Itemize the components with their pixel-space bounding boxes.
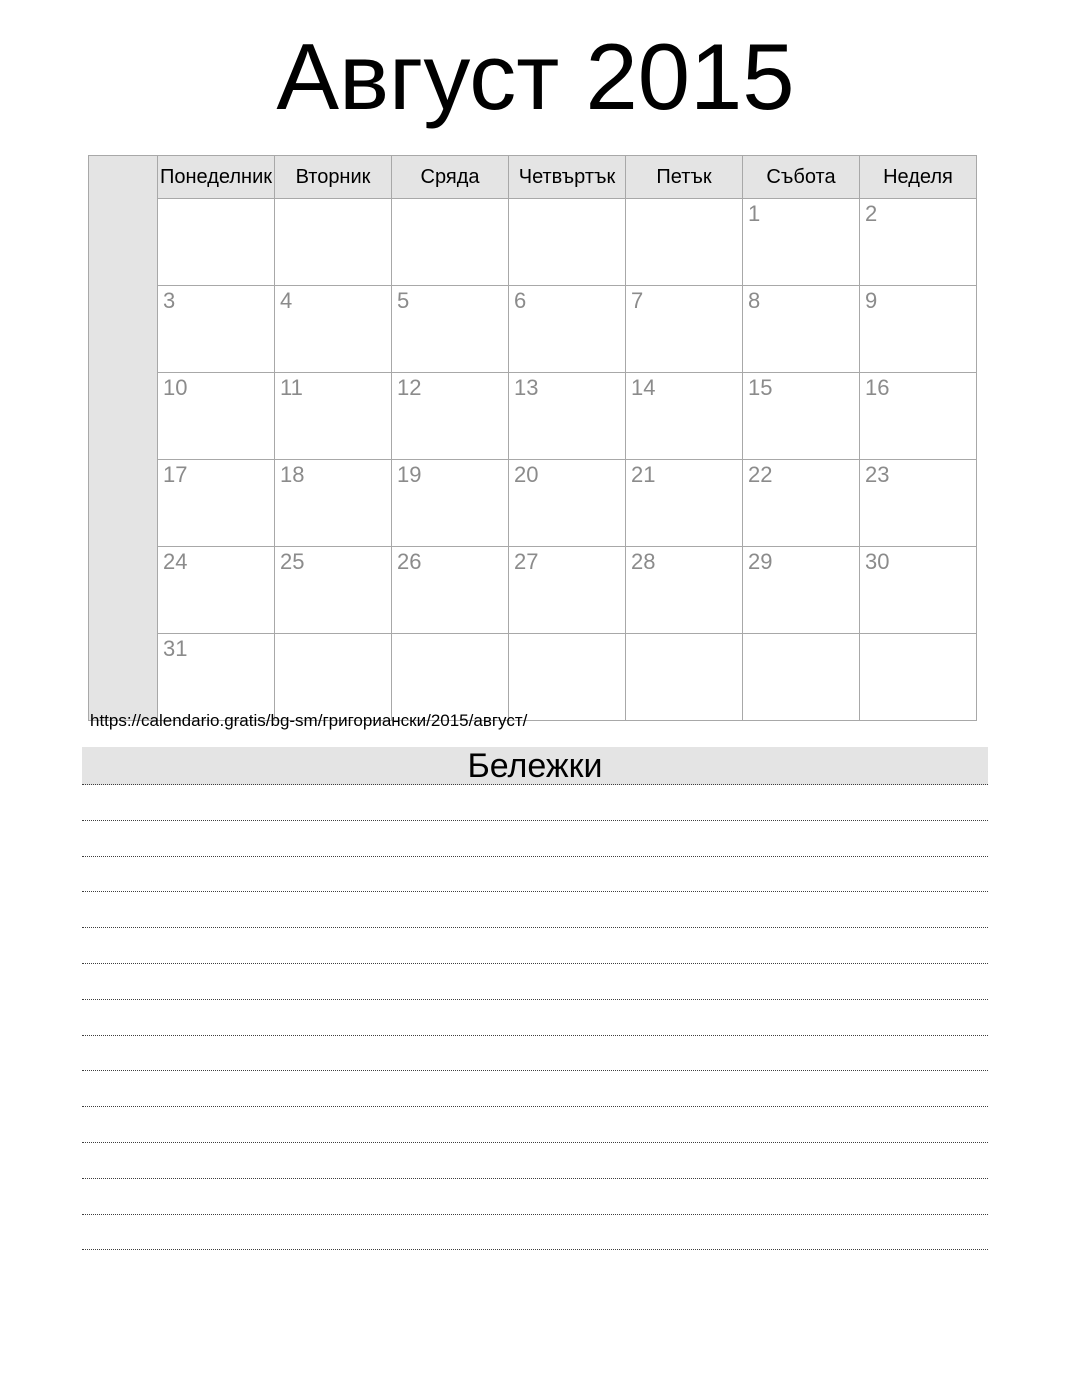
calendar-day-cell: 7	[626, 286, 743, 373]
calendar-day-cell	[860, 634, 977, 721]
note-line	[82, 1143, 988, 1179]
week-row	[89, 460, 977, 547]
note-line	[82, 1000, 988, 1036]
calendar-day-cell: 27	[509, 547, 626, 634]
weekday-header-wednesday: Сряда	[392, 156, 509, 199]
calendar-day-cell: 16	[860, 373, 977, 460]
note-line	[82, 964, 988, 1000]
calendar-day-cell	[743, 634, 860, 721]
calendar-day-cell: 12	[392, 373, 509, 460]
calendar-day-cell	[509, 634, 626, 721]
calendar-day-cell	[275, 199, 392, 286]
calendar-day-cell	[158, 199, 275, 286]
calendar-table	[88, 155, 977, 721]
week-row	[89, 199, 977, 286]
weekday-header-monday: Понеделник	[158, 156, 275, 199]
calendar-corner-cell	[89, 156, 158, 721]
page-title: Август 2015	[276, 24, 795, 129]
calendar-day-cell: 10	[158, 373, 275, 460]
calendar-day-cell: 19	[392, 460, 509, 547]
calendar-day-cell	[275, 634, 392, 721]
week-row	[89, 634, 977, 721]
calendar-day-cell: 22	[743, 460, 860, 547]
note-line	[82, 785, 988, 821]
calendar-day-cell: 6	[509, 286, 626, 373]
notes-title: Бележки	[82, 747, 988, 785]
weekday-header-row	[89, 156, 977, 199]
calendar-day-cell: 17	[158, 460, 275, 547]
week-row	[89, 286, 977, 373]
calendar-day-cell: 18	[275, 460, 392, 547]
calendar-day-cell	[626, 199, 743, 286]
weekday-header-thursday: Четвъртък	[509, 156, 626, 199]
calendar-day-cell: 28	[626, 547, 743, 634]
note-line	[82, 1036, 988, 1072]
note-line	[82, 1071, 988, 1107]
weekday-header-friday: Петък	[626, 156, 743, 199]
note-line	[82, 1107, 988, 1143]
calendar-day-cell: 3	[158, 286, 275, 373]
calendar-day-cell: 14	[626, 373, 743, 460]
week-row	[89, 373, 977, 460]
note-line	[82, 1215, 988, 1251]
calendar-day-cell: 1	[743, 199, 860, 286]
calendar-day-cell: 31	[158, 634, 275, 721]
note-line	[82, 857, 988, 893]
calendar-day-cell: 29	[743, 547, 860, 634]
notes-lines	[82, 785, 988, 1250]
calendar-day-cell: 15	[743, 373, 860, 460]
calendar-day-cell	[626, 634, 743, 721]
note-line	[82, 892, 988, 928]
note-line	[82, 821, 988, 857]
calendar-day-cell	[392, 634, 509, 721]
calendar-day-cell: 11	[275, 373, 392, 460]
source-url: https://calendario.gratis/bg-sm/григориански/2015/август/	[90, 711, 528, 730]
calendar-day-cell: 9	[860, 286, 977, 373]
calendar-day-cell: 8	[743, 286, 860, 373]
calendar-day-cell: 13	[509, 373, 626, 460]
note-line	[82, 1179, 988, 1215]
calendar	[88, 155, 977, 721]
calendar-day-cell: 30	[860, 547, 977, 634]
calendar-day-cell	[509, 199, 626, 286]
weekday-header-tuesday: Вторник	[275, 156, 392, 199]
calendar-day-cell: 2	[860, 199, 977, 286]
note-line	[82, 928, 988, 964]
calendar-day-cell	[392, 199, 509, 286]
weekday-header-sunday: Неделя	[860, 156, 977, 199]
calendar-day-cell: 4	[275, 286, 392, 373]
calendar-day-cell: 23	[860, 460, 977, 547]
calendar-day-cell: 26	[392, 547, 509, 634]
weekday-header-saturday: Събота	[743, 156, 860, 199]
calendar-day-cell: 25	[275, 547, 392, 634]
calendar-day-cell: 24	[158, 547, 275, 634]
calendar-day-cell: 5	[392, 286, 509, 373]
calendar-day-cell: 20	[509, 460, 626, 547]
calendar-day-cell: 21	[626, 460, 743, 547]
week-row	[89, 547, 977, 634]
